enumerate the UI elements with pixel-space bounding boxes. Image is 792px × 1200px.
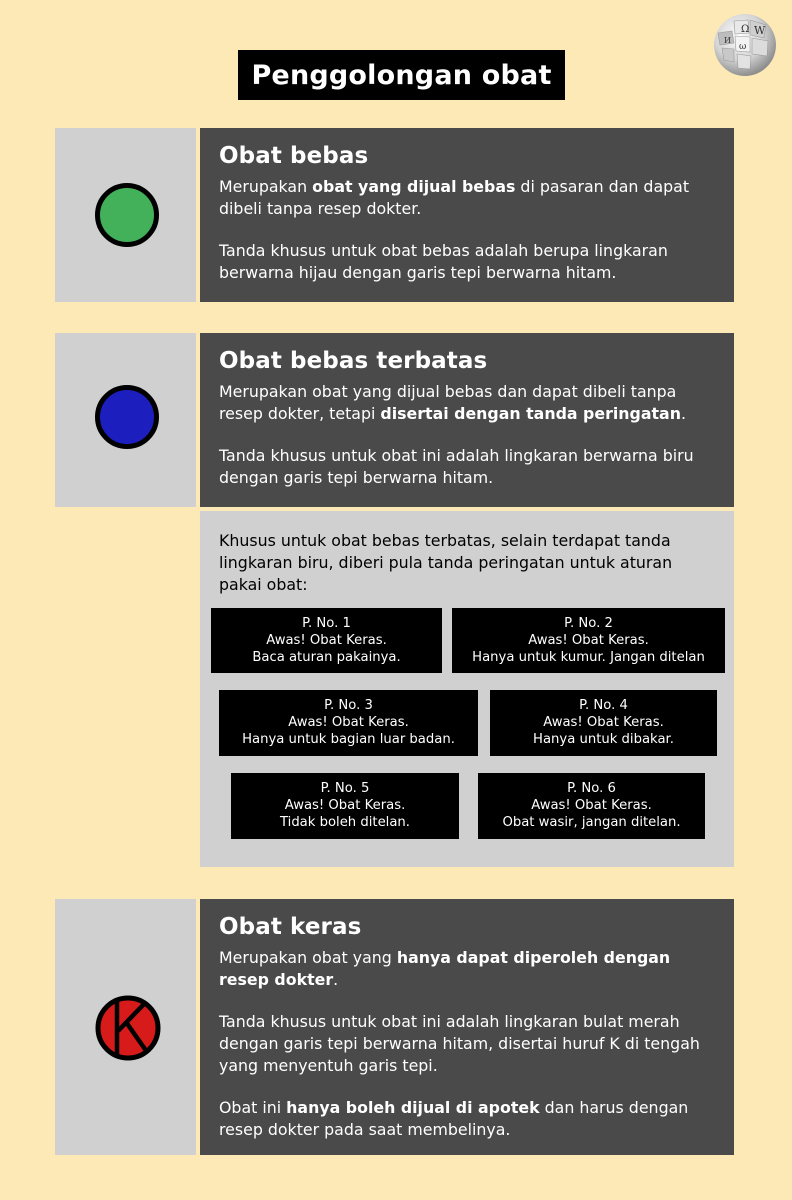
warning-number: P. No. 3 bbox=[324, 698, 373, 713]
warning-number: P. No. 6 bbox=[567, 781, 616, 796]
obat-keras-sign-description: Tanda khusus untuk obat ini adalah lingkaran bulat merah dengan garis tepi berwarna hitam, disertai huruf K di tengah yang menyentuh garis tepi. bbox=[219, 1012, 700, 1075]
warning-line: Awas! Obat Keras. bbox=[531, 798, 652, 813]
green-circle-icon bbox=[95, 183, 159, 247]
svg-text:Ω: Ω bbox=[741, 24, 750, 35]
obat-bebas-sign-description: Tanda khusus untuk obat bebas adalah berupa lingkaran berwarna hijau dengan garis tepi berwarna hitam. bbox=[219, 241, 668, 282]
obat-keras-sale-description: Obat ini hanya boleh dijual di apotek dan harus dengan resep dokter pada saat membelinya. bbox=[219, 1098, 689, 1139]
warning-line: Hanya untuk dibakar. bbox=[533, 732, 674, 747]
wikipedia-globe-logo bbox=[710, 11, 780, 79]
svg-text:ω: ω bbox=[739, 42, 747, 52]
warning-line: Tidak boleh ditelan. bbox=[280, 815, 410, 830]
svg-text:И: И bbox=[724, 36, 731, 45]
obat-keras-description: Merupakan obat yang hanya dapat diperoleh dengan resep dokter. bbox=[219, 948, 671, 989]
warning-line: Hanya untuk kumur. Jangan ditelan bbox=[472, 650, 705, 665]
warning-line: Awas! Obat Keras. bbox=[528, 633, 649, 648]
obat-terbatas-description: Merupakan obat yang dijual bebas dan dapat dibeli tanpa resep dokter, tetapi disertai dengan tanda peringatan. bbox=[219, 382, 686, 423]
warning-number: P. No. 5 bbox=[320, 781, 370, 796]
obat-keras-heading: Obat keras bbox=[219, 914, 362, 940]
warning-number: P. No. 1 bbox=[302, 616, 351, 631]
red-circle-k-icon bbox=[95, 995, 161, 1061]
warning-line: Hanya untuk bagian luar badan. bbox=[242, 732, 455, 747]
warning-line: Awas! Obat Keras. bbox=[543, 715, 664, 730]
blue-circle-icon bbox=[95, 385, 159, 449]
warning-line: Awas! Obat Keras. bbox=[266, 633, 387, 648]
warning-number: P. No. 4 bbox=[579, 698, 628, 713]
svg-text:W: W bbox=[754, 24, 766, 37]
obat-bebas-description: Merupakan obat yang dijual bebas di pasaran dan dapat dibeli tanpa resep dokter. bbox=[219, 177, 690, 218]
warning-label-p6 bbox=[478, 773, 705, 839]
warning-info-text: Khusus untuk obat bebas terbatas, selain terdapat tanda lingkaran biru, diberi pula tanda peringatan untuk aturan pakai obat: bbox=[219, 531, 673, 594]
warning-line: Baca aturan pakainya. bbox=[252, 650, 401, 665]
warning-label-p3 bbox=[219, 690, 478, 756]
warning-label-p1 bbox=[211, 608, 442, 673]
page-title: Penggolongan obat bbox=[238, 50, 565, 100]
obat-terbatas-sign-description: Tanda khusus untuk obat ini adalah lingkaran berwarna biru dengan garis tepi berwarna hitam. bbox=[219, 446, 694, 487]
obat-terbatas-heading: Obat bebas terbatas bbox=[219, 348, 488, 374]
obat-bebas-heading: Obat bebas bbox=[219, 143, 369, 169]
obat-terbatas-panel bbox=[200, 333, 734, 507]
obat-bebas-panel bbox=[200, 128, 734, 302]
warning-label-p2 bbox=[452, 608, 725, 673]
warning-line: Obat wasir, jangan ditelan. bbox=[502, 815, 681, 830]
obat-keras-panel bbox=[200, 899, 734, 1155]
warning-line: Awas! Obat Keras. bbox=[284, 798, 406, 813]
warning-label-p4 bbox=[490, 690, 717, 756]
warning-line: Awas! Obat Keras. bbox=[288, 715, 409, 730]
warning-number: P. No. 2 bbox=[564, 616, 613, 631]
warning-label-p5 bbox=[231, 773, 459, 839]
